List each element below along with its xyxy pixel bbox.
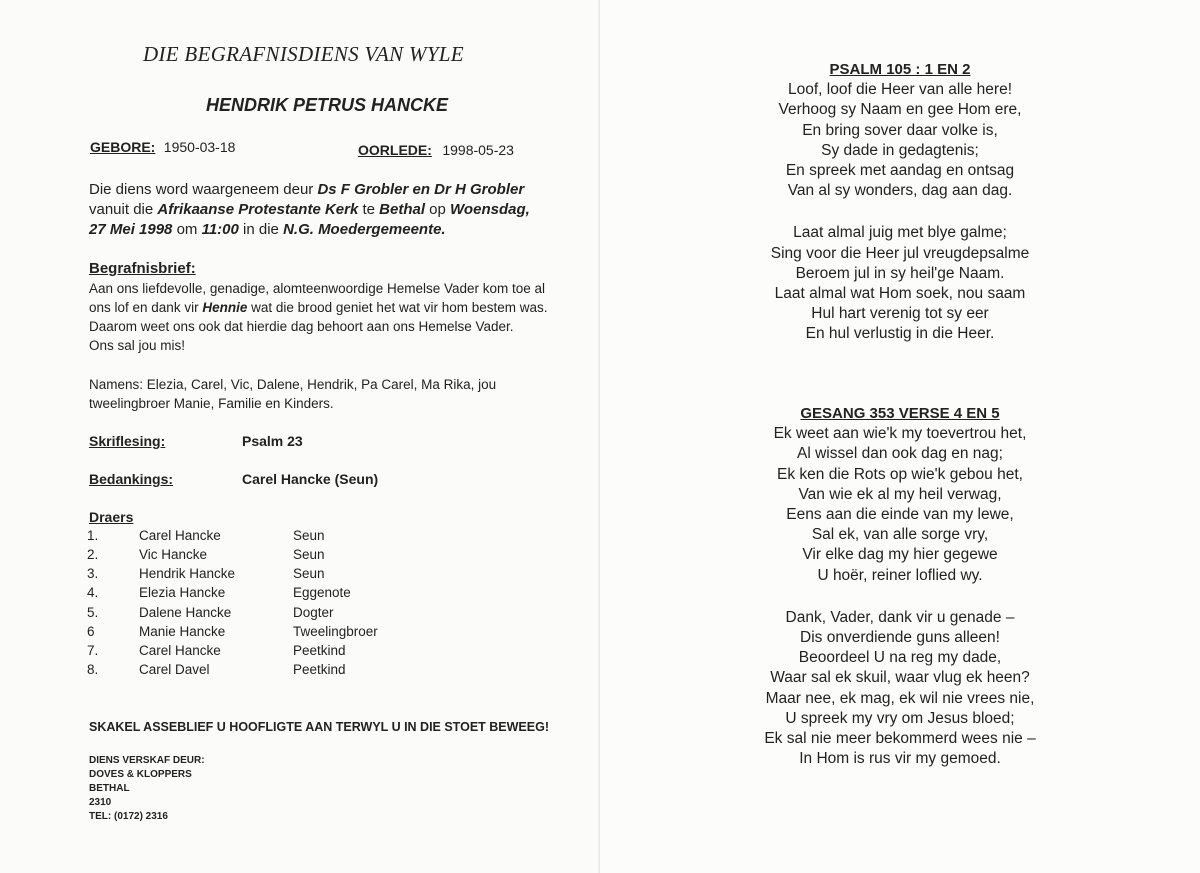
bearer-number: 1.: [87, 528, 99, 543]
undertaker-line-4: 2310: [89, 797, 112, 808]
bearer-row: [87, 643, 346, 658]
bearer-row: [87, 566, 325, 581]
gesang-verse-1: [600, 424, 1200, 586]
born-row: [90, 139, 235, 157]
service-text-2: vanuit die: [89, 201, 158, 218]
scripture-value: Psalm 23: [242, 433, 303, 449]
service-paragraph: [89, 180, 530, 240]
verse-line: U hoër, reiner loflied wy.: [817, 566, 983, 584]
psalm-title: PSALM 105 : 1 EN 2: [829, 61, 971, 78]
verse-line: Loof, loof die Heer van alle here!: [787, 81, 1013, 99]
verse-line: En hul verlustig in die Heer.: [805, 325, 995, 343]
born-date: 1950-03-18: [163, 139, 236, 155]
service-ministers: Ds F Grobler en Dr H Grobler: [317, 181, 525, 198]
program-title: DIE BEGRAFNISDIENS VAN WYLE: [143, 42, 464, 66]
bearer-name: Vic Hancke: [139, 547, 208, 562]
psalm-verse-2: [600, 223, 1200, 344]
bearer-number: 8.: [87, 662, 99, 677]
verse-line: Sing voor die Heer jul vreugdepsalme: [770, 244, 1030, 262]
service-text-5: om: [172, 221, 202, 238]
letter-line-2a: ons lof en dank vir: [89, 300, 203, 315]
verse-line: En spreek met aandag en ontsag: [785, 162, 1015, 180]
bearer-name: Carel Davel: [139, 662, 210, 677]
verse-line: In Hom is rus vir my gemoed.: [799, 750, 1001, 768]
bearer-relation: Seun: [293, 547, 325, 562]
bearer-relation: Dogter: [293, 605, 334, 620]
bearer-name: Elezia Hancke: [139, 585, 226, 600]
letter-name: Hennie: [202, 300, 248, 315]
deceased-name: HENDRIK PETRUS HANCKE: [206, 95, 449, 115]
verse-line: Laat almal juig met blye galme;: [793, 224, 1007, 242]
service-church: Afrikaanse Protestante Kerk: [157, 201, 359, 218]
scripture-label: Skriflesing:: [89, 433, 166, 449]
verse-line: Van al sy wonders, dag aan dag.: [787, 182, 1013, 200]
bearer-relation: Seun: [293, 528, 325, 543]
bearer-row: [87, 624, 378, 639]
bearer-name: Manie Hancke: [139, 624, 226, 639]
service-date: 27 Mei 1998: [89, 221, 173, 238]
psalm-block: [600, 60, 1200, 345]
service-text-6: in die: [238, 221, 284, 238]
undertaker-line-5: TEL: (0172) 2316: [89, 811, 168, 822]
bearer-relation: Eggenote: [293, 585, 351, 600]
verse-line: Sal ek, van alle sorge vry,: [811, 526, 989, 544]
bearer-name: Carel Hancke: [139, 643, 221, 658]
bearer-name: Carel Hancke: [139, 528, 221, 543]
verse-line: Beoordeel U na reg my dade,: [798, 649, 1002, 667]
service-text-4: op: [425, 201, 451, 218]
verse-line: Eens aan die einde van my lewe,: [786, 506, 1014, 524]
service-day: Woensdag,: [450, 201, 530, 218]
verse-line: En bring sover daar volke is,: [802, 121, 998, 139]
died-row: [358, 142, 514, 160]
verse-line: Van wie ek al my heil verwag,: [798, 485, 1002, 503]
verse-line: Ek weet aan wie'k my toevertrou het,: [773, 425, 1027, 443]
bearer-row: [87, 528, 325, 543]
born-label: GEBORE:: [90, 139, 156, 155]
verse-line: Dank, Vader, dank vir u genade –: [785, 608, 1015, 626]
verse-line: Dis onverdiende guns alleen!: [800, 629, 1000, 647]
bearer-row: [87, 547, 325, 562]
service-place: Bethal: [379, 201, 426, 218]
service-time: 11:00: [201, 221, 239, 238]
died-label: OORLEDE:: [358, 142, 432, 158]
names-block: [89, 375, 496, 413]
thanks-value: Carel Hancke (Seun): [242, 471, 379, 487]
headlights-notice: SKAKEL ASSEBLIEF U HOOFLIGTE AAN TERWYL U IN DIE STOET BEWEEG!: [89, 720, 549, 734]
undertaker-line-3: BETHAL: [89, 783, 130, 794]
died-date: 1998-05-23: [442, 142, 514, 158]
undertaker-line-2: DOVES & KLOPPERS: [89, 769, 192, 780]
service-text-1: Die diens word waargeneem deur: [89, 181, 318, 198]
gesang-verse-2: [600, 608, 1200, 770]
right-page: [600, 0, 1200, 873]
gesang-block: [600, 404, 1200, 769]
thanks-label: Bedankings:: [89, 471, 174, 487]
letter-line-1: Aan ons liefdevolle, genadige, alomteenwoordige Hemelse Vader kom toe al: [89, 281, 546, 296]
bearer-relation: Seun: [293, 566, 325, 581]
bearer-relation: Peetkind: [293, 643, 346, 658]
undertaker-block: [89, 754, 205, 824]
verse-line: Hul hart verenig tot sy eer: [811, 305, 989, 323]
bearer-relation: Tweelingbroer: [293, 624, 378, 639]
verse-line: Ek sal nie meer bekommerd wees nie –: [764, 730, 1036, 748]
bearer-row: [87, 662, 346, 677]
bearer-number: 5.: [87, 605, 99, 620]
gesang-title: GESANG 353 VERSE 4 EN 5: [800, 405, 1000, 422]
verse-line: Waar sal ek skuil, waar vlug ek heen?: [770, 669, 1030, 687]
verse-line: Ek ken die Rots op wie'k gebou het,: [777, 465, 1023, 483]
bearers-heading: Draers: [89, 509, 134, 525]
verse-line: Vir elke dag my hier gegewe: [802, 546, 998, 564]
service-text-3: te: [358, 201, 380, 218]
verse-line: Beroem jul in sy heil'ge Naam.: [795, 264, 1005, 282]
verse-line: Sy dade in gedagtenis;: [821, 141, 979, 159]
verse-line: U spreek my vry om Jesus bloed;: [785, 709, 1015, 727]
verse-line: Laat almal wat Hom soek, nou saam: [774, 285, 1026, 303]
bearer-number: 7.: [87, 643, 99, 658]
verse-line: Maar nee, ek mag, ek wil nie vrees nie,: [765, 689, 1035, 707]
bearer-number: 3.: [87, 566, 99, 581]
letter-body: [89, 279, 548, 355]
verse-line: Verhoog sy Naam en gee Hom ere,: [778, 101, 1022, 119]
bearer-row: [87, 585, 351, 600]
undertaker-line-1: DIENS VERSKAF DEUR:: [89, 755, 205, 766]
bearer-name: Hendrik Hancke: [139, 566, 236, 581]
bearer-number: 6: [87, 624, 95, 639]
letter-heading: Begrafnisbrief:: [89, 260, 196, 277]
bearer-number: 4.: [87, 585, 99, 600]
letter-line-4: Ons sal jou mis!: [89, 338, 186, 353]
verse-line: Al wissel dan ook dag en nag;: [797, 445, 1003, 463]
letter-line-3: Daarom weet ons ook dat hierdie dag behoort aan ons Hemelse Vader.: [89, 319, 514, 334]
service-venue: N.G. Moedergemeente.: [283, 221, 446, 238]
names-line-2: tweelingbroer Manie, Familie en Kinders.: [89, 396, 334, 411]
letter-line-2b: wat die brood geniet het wat vir hom bestem was.: [247, 300, 548, 315]
psalm-verse-1: [600, 80, 1200, 201]
names-line-1: Namens: Elezia, Carel, Vic, Dalene, Hendrik, Pa Carel, Ma Rika, jou: [89, 377, 497, 392]
bearer-number: 2.: [87, 547, 99, 562]
bearer-name: Dalene Hancke: [139, 605, 232, 620]
bearer-row: [87, 605, 334, 620]
bearer-relation: Peetkind: [293, 662, 346, 677]
